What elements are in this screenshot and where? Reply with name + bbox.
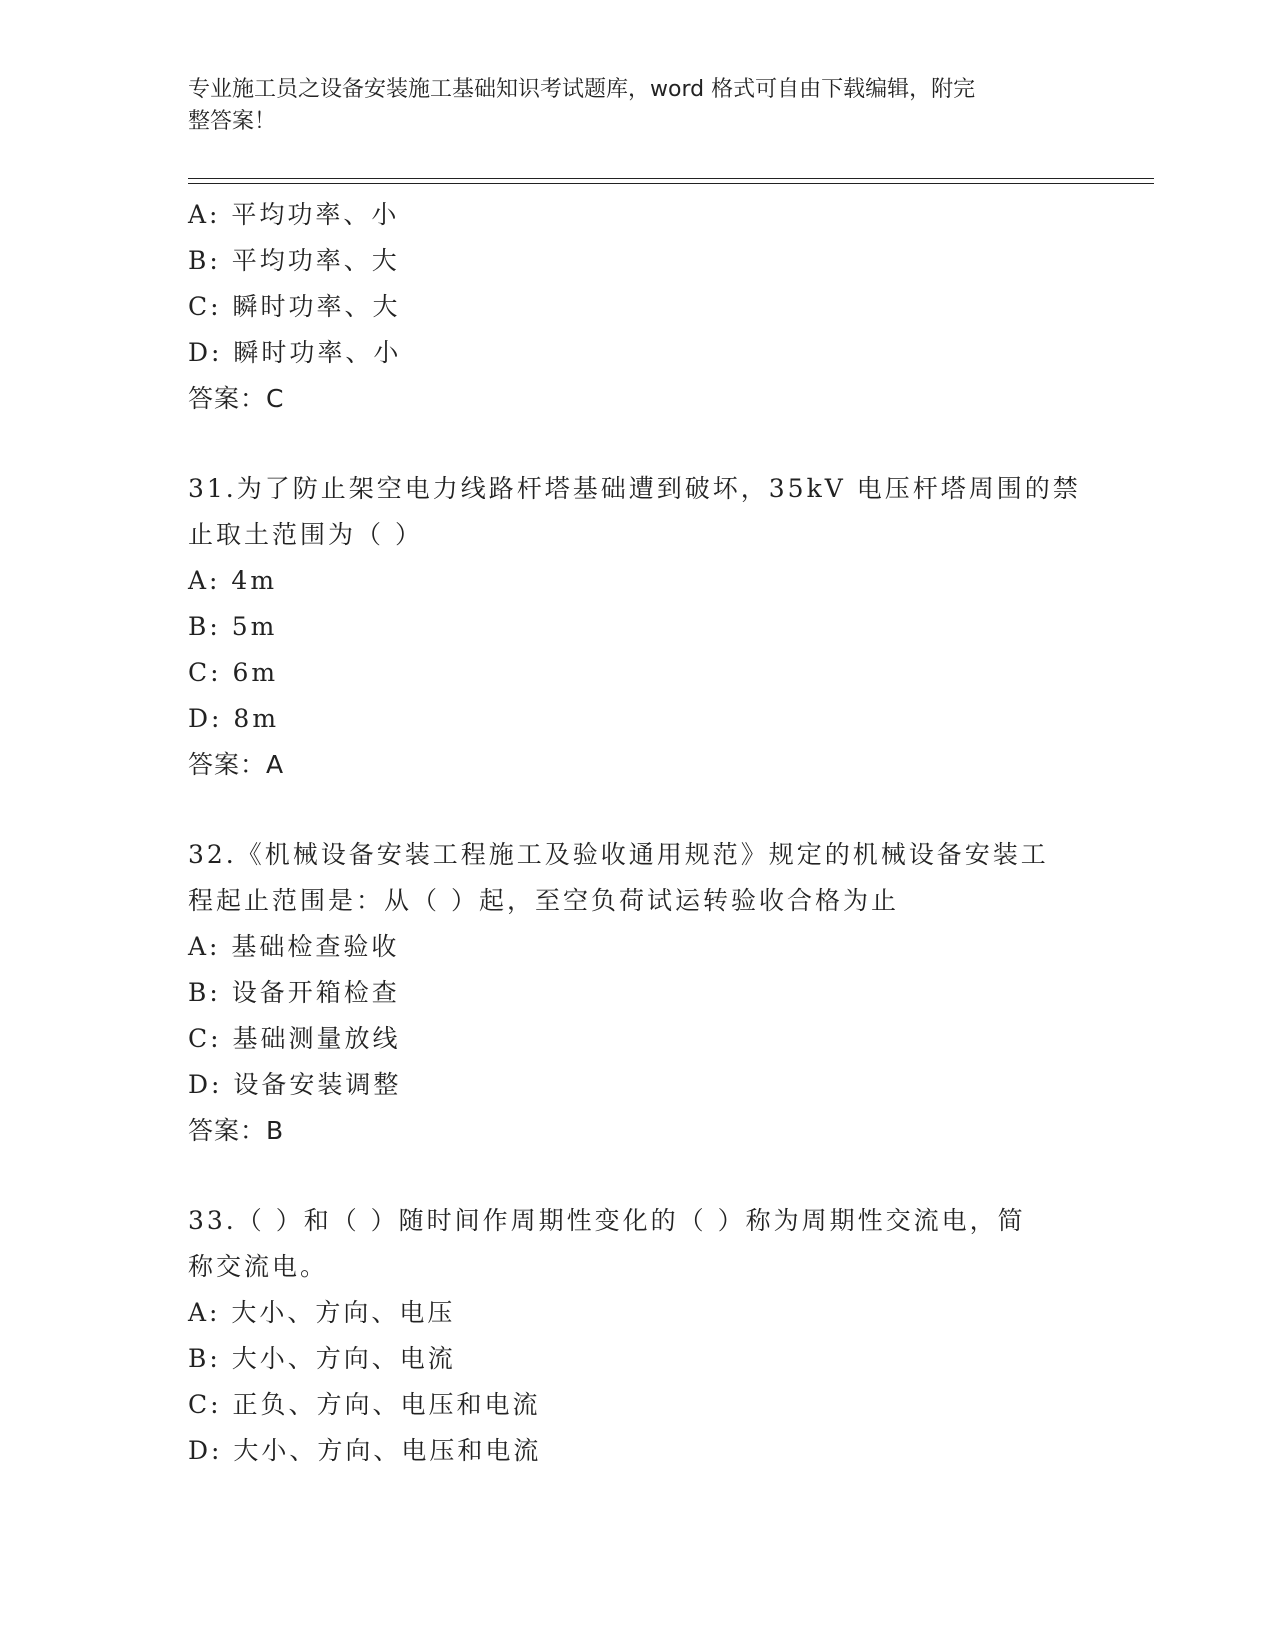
option-a: A: 基础检查验收 — [188, 932, 400, 961]
header-line-2: 整答案！ — [188, 109, 277, 134]
option-b: B: 平均功率、大 — [188, 246, 400, 275]
option-c: C: 瞬时功率、大 — [188, 292, 401, 321]
question-text-line-2: 称交流电。 — [188, 1252, 329, 1281]
question-32-block — [188, 832, 1088, 1154]
option-d: D: 设备安装调整 — [188, 1070, 402, 1099]
question-30-block — [188, 192, 1088, 422]
option-a: A: 4m — [188, 566, 278, 595]
header-line-1: 专业施工员之设备安装施工基础知识考试题库，word 格式可自由下载编辑，附完 — [188, 77, 976, 102]
question-text-line-1: 33.（ ）和（ ）随时间作周期性变化的（ ）称为周期性交流电，简 — [188, 1206, 1026, 1235]
option-d: D: 8m — [188, 704, 280, 733]
option-d: D: 瞬时功率、小 — [188, 338, 402, 367]
option-b: B: 设备开箱检查 — [188, 978, 400, 1007]
option-a: A: 平均功率、小 — [188, 200, 400, 229]
document-header — [188, 74, 1068, 138]
question-text-line-2: 止取土范围为（ ） — [188, 520, 423, 549]
answer: 答案：B — [188, 1116, 285, 1145]
option-c: C: 基础测量放线 — [188, 1024, 401, 1053]
question-31-block — [188, 466, 1088, 788]
option-c: C: 正负、方向、电压和电流 — [188, 1390, 541, 1419]
header-divider-top — [188, 178, 1154, 179]
answer: 答案：C — [188, 384, 285, 413]
question-text-line-2: 程起止范围是：从（ ）起，至空负荷试运转验收合格为止 — [188, 886, 899, 915]
option-b: B: 大小、方向、电流 — [188, 1344, 456, 1373]
question-text-line-1: 31.为了防止架空电力线路杆塔基础遭到破坏，35kV 电压杆塔周围的禁 — [188, 474, 1081, 503]
option-c: C: 6m — [188, 658, 279, 687]
header-divider-bottom — [188, 183, 1154, 184]
document-body — [188, 192, 1088, 1474]
answer: 答案：A — [188, 750, 285, 779]
option-d: D: 大小、方向、电压和电流 — [188, 1436, 542, 1465]
option-b: B: 5m — [188, 612, 278, 641]
option-a: A: 大小、方向、电压 — [188, 1298, 456, 1327]
question-33-block — [188, 1198, 1088, 1474]
question-text-line-1: 32.《机械设备安装工程施工及验收通用规范》规定的机械设备安装工 — [188, 840, 1049, 869]
